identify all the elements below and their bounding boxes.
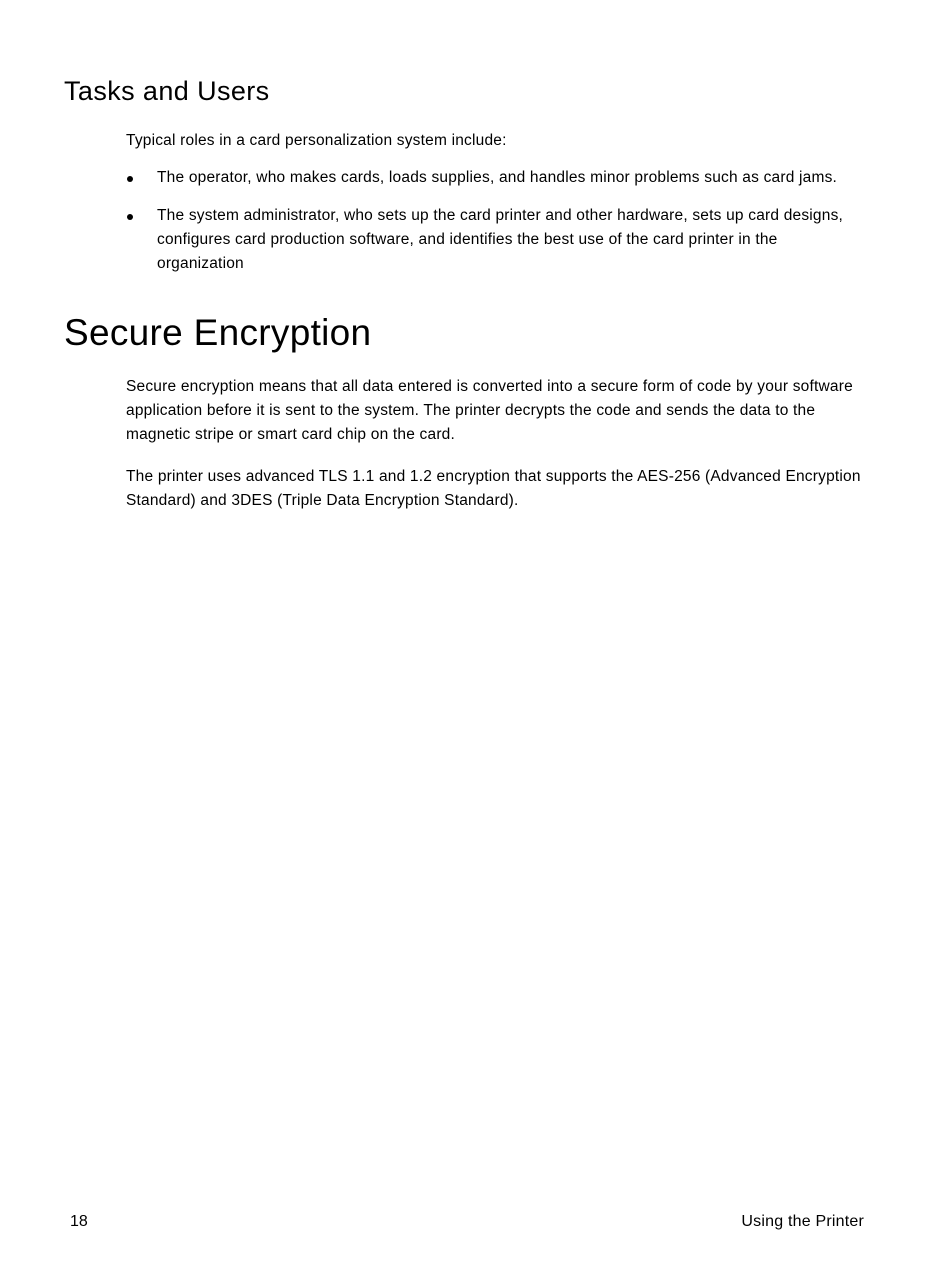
footer-chapter-title: Using the Printer xyxy=(741,1213,864,1230)
page-number: 18 xyxy=(70,1213,88,1230)
list-item xyxy=(126,166,866,190)
section-heading-secure-encryption: Secure Encryption xyxy=(64,312,372,353)
section-heading-tasks-and-users: Tasks and Users xyxy=(64,76,270,106)
bullet-text-administrator: The system administrator, who sets up the card printer and other hardware, sets up card designs, configures card production software, and identifies the best use of the card printer in the organization xyxy=(157,207,844,272)
bullet-icon xyxy=(127,176,133,182)
bullet-text-operator: The operator, who makes cards, loads supplies, and handles minor problems such as card jams. xyxy=(157,169,838,186)
tasks-intro-text: Typical roles in a card personalization system include: xyxy=(126,132,507,149)
encryption-paragraph-2: The printer uses advanced TLS 1.1 and 1.2 encryption that supports the AES-256 (Advanced Encryption Standard) and 3DES (Triple Data Encryption Standard). xyxy=(126,468,861,509)
encryption-paragraph-1: Secure encryption means that all data entered is converted into a secure form of code by your software application before it is sent to the system. The printer decrypts the code and sends the data to the magnetic stripe or smart card chip on the card. xyxy=(126,378,853,443)
bullet-icon xyxy=(127,214,133,220)
roles-bullet-list xyxy=(126,166,866,290)
list-item xyxy=(126,204,866,276)
